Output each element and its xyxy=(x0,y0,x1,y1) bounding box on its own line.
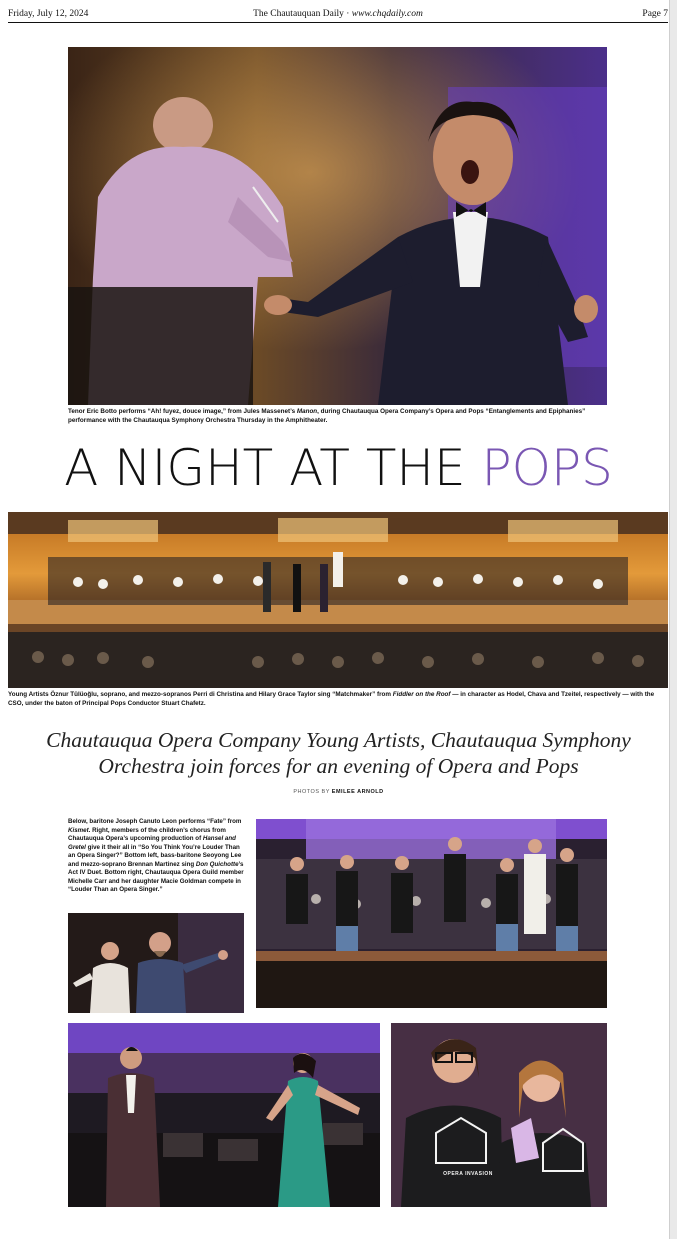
website-link[interactable]: www.chqdaily.com xyxy=(351,9,423,19)
shirt-print-opera-invasion: OPERA INVASION xyxy=(443,1171,493,1177)
masthead-line xyxy=(8,9,668,19)
page-number: Page 7 xyxy=(642,9,668,19)
caption-tenor-title: Manon xyxy=(296,408,318,415)
photo-fate-performance xyxy=(68,913,244,1013)
photo-tenor-conductor xyxy=(68,47,607,405)
gallery-caption-p2: . Right, members of the children’s chorus from Chautauqua Opera’s upcoming production of xyxy=(68,826,226,842)
photo-credit-prefix: PHOTOS BY xyxy=(293,789,332,795)
headline-accent: POPS xyxy=(481,439,613,497)
caption-tenor-text-a: Tenor Eric Botto performs “Ah! fuyez, douce image,” from Jules Massenet’s xyxy=(68,408,297,415)
caption-tenor xyxy=(68,408,607,425)
headline-main: A NIGHT AT THE xyxy=(64,439,482,497)
caption-stage-text-a: Young Artists Öznur Tülüoğlu, soprano, and mezzo-sopranos Perri di Christina and Hilary Grace Taylor sing “Matchmaker” from xyxy=(8,691,393,698)
photo-credit xyxy=(0,789,677,795)
photo-childrens-chorus xyxy=(256,819,607,1008)
deck-subheadline: Chautauqua Opera Company Young Artists, Chautauqua Symphony Orchestra join forces for an evening of Opera and Pops xyxy=(46,728,631,778)
folio-separator: · xyxy=(343,9,352,19)
page-edge xyxy=(669,0,677,1239)
caption-gallery xyxy=(68,818,244,895)
issue-date: Friday, July 12, 2024 xyxy=(8,9,89,19)
gallery-caption-t1: Kismet xyxy=(68,826,89,834)
folio-bar xyxy=(8,7,668,23)
photo-stage-panorama xyxy=(8,512,668,688)
paper-name: The Chautauquan Daily xyxy=(253,9,344,19)
photo-louder-than-opera-singer xyxy=(391,1023,607,1207)
caption-tenor-text-b: , during Chautauqua Opera Company’s Opera and Pops “Entanglements and Epiphanies” performance with the Chautauqua Symphony Orchestra Thursday in the Amphitheater. xyxy=(68,408,586,424)
gallery-caption-p3: give it their all in “So You Think You’re Louder Than an Opera Singer?” Bottom left, bass-baritone Seoyong Lee and mezzo-soprano Brennan Martinez sing xyxy=(68,843,242,868)
gallery-caption-p4: ’s Act IV Duet. Bottom right, Chautauqua Opera Guild member Michelle Carr and her daughter Macie Goldman compete in “Louder Than an Opera Singer.” xyxy=(68,860,244,893)
caption-stage xyxy=(8,691,668,708)
photo-don-quichotte-duet xyxy=(68,1023,380,1207)
photographer-name: EMILEE ARNOLD xyxy=(331,789,384,795)
caption-stage-title: Fiddler on the Roof xyxy=(392,691,451,698)
headline xyxy=(0,440,677,496)
caption-stage-text-b: — in character as Hodel, Chava and Tzeitel, respectively — with the CSO, under the baton of Principal Pops Conductor Stuart Chafetz. xyxy=(8,691,655,707)
gallery-caption-t3: Don Quichotte xyxy=(195,860,239,868)
gallery-caption-t2: Hansel and Gretel xyxy=(68,835,236,851)
gallery-caption-p1: Below, baritone Joseph Canuto Leon performs “Fate” from xyxy=(68,818,242,825)
